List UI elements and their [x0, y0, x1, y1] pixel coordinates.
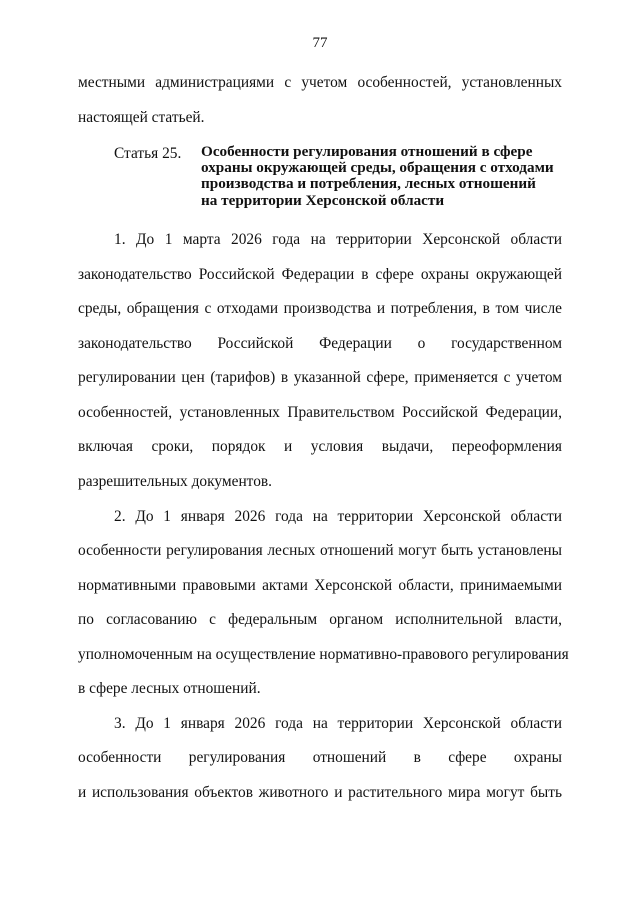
paragraph-3-line: особенности регулирования отношений в сфере охраны [78, 749, 562, 766]
article-label: Статья 25. [114, 145, 182, 162]
paragraph-2-line: по согласованию с федеральным органом исполнительной власти, [78, 611, 562, 628]
article-title-line: на территории Херсонской области [201, 191, 445, 209]
paragraph-1-line: разрешительных документов. [78, 473, 273, 490]
paragraph-3-line: и использования объектов животного и растительного мира могут быть [78, 784, 562, 801]
article-title [201, 144, 561, 209]
body-line: местными администрациями с учетом особенностей, установленных [78, 74, 562, 91]
body-line: настоящей статьей. [78, 109, 205, 126]
article-title-line: охраны окружающей среды, обращения с отходами [201, 159, 554, 177]
paragraph-2-line: уполномоченным на осуществление нормативно-правового регулирования [78, 646, 569, 663]
paragraph-3-line: 3. До 1 января 2026 года на территории Херсонской области [114, 715, 562, 732]
paragraph-1-line: регулировании цен (тарифов) в указанной сфере, применяется с учетом [78, 369, 562, 386]
paragraph-1-line: среды, обращения с отходами производства и потребления, в том числе [78, 300, 562, 317]
paragraph-2-line: особенности регулирования лесных отношений могут быть установлены [78, 542, 562, 559]
paragraph-1-line: законодательство Российской Федерации в сфере охраны окружающей [78, 266, 562, 283]
article-title-line: Особенности регулирования отношений в сфере [201, 143, 533, 160]
article-title-line: производства и потребления, лесных отношений [201, 175, 536, 193]
paragraph-1-line: законодательство Российской Федерации о государственном [78, 335, 562, 352]
paragraph-2-line: нормативными правовыми актами Херсонской области, принимаемыми [78, 577, 562, 594]
paragraph-1-line: особенностей, установленных Правительством Российской Федерации, [78, 404, 562, 421]
paragraph-2-line: в сфере лесных отношений. [78, 680, 261, 697]
page-number: 77 [312, 35, 328, 51]
paragraph-2-line: 2. До 1 января 2026 года на территории Херсонской области [114, 508, 562, 525]
paragraph-1-line: включая сроки, порядок и условия выдачи, переоформления [78, 438, 562, 455]
paragraph-1-line: 1. До 1 марта 2026 года на территории Херсонской области [114, 231, 562, 248]
